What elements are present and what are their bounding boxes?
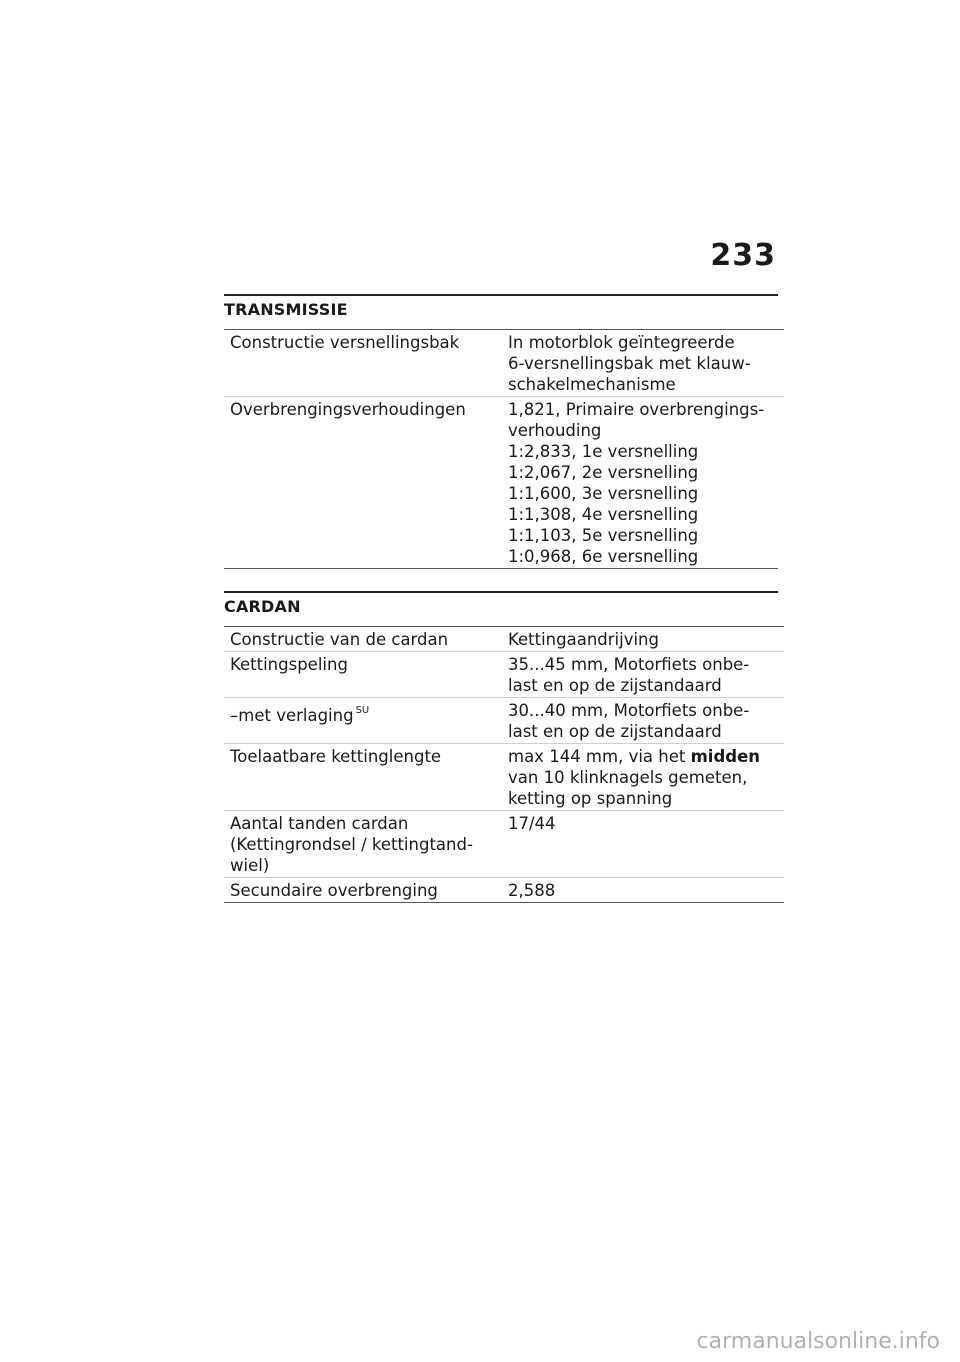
row-value [502,811,784,878]
cardan-table [224,626,784,903]
table-row [224,698,784,744]
superscript-code: SU [355,705,370,716]
row-label: Overbrengingsverhoudingen [224,397,502,569]
value-line: ketting op spanning [508,789,673,808]
section-title-cardan: CARDAN [224,597,301,616]
value-line: 30...40 mm, Motorfiets onbe- [508,701,750,720]
row-label-text: –met verlaging [230,706,354,725]
value-line: 1:1,308, 4e versnelling [508,505,699,524]
value-line: schakelmechanisme [508,375,676,394]
value-text: max 144 mm, via het [508,747,691,766]
value-line: verhouding [508,421,602,440]
value-line: 1:2,067, 2e versnelling [508,463,699,482]
row-value [502,330,784,397]
row-label [224,698,502,744]
label-line: (Kettingrondsel / kettingtand- [230,835,473,854]
row-value [502,627,784,652]
label-line: wiel) [230,856,270,875]
table-row [224,627,784,652]
value-line: 1,821, Primaire overbrengings- [508,400,765,419]
value-line: last en op de zijstandaard [508,722,722,741]
row-label: Toelaatbare kettinglengte [224,744,502,811]
watermark: carmanualsonline.info [696,1329,940,1354]
table-row [224,652,784,698]
value-line: 1:1,103, 5e versnelling [508,526,699,545]
section-cardan [224,591,778,903]
page-number: 233 [710,238,776,273]
value-emphasis: midden [690,747,761,766]
section-transmission [224,294,778,569]
row-label: Constructie versnellingsbak [224,330,502,397]
row-label: Constructie van de cardan [224,627,502,652]
value-line [508,746,778,767]
value-line: van 10 klinknagels gemeten, [508,768,748,787]
row-value [502,652,784,698]
row-value [502,744,784,811]
row-value [502,698,784,744]
row-label: Secundaire overbrenging [224,878,502,903]
transmission-table [224,329,784,568]
value-line: In motorblok geïntegreerde [508,333,735,352]
table-row [224,330,784,397]
value-line: 17/44 [508,814,556,833]
value-line: Kettingaandrijving [508,630,659,649]
table-row [224,397,784,569]
table-row [224,878,784,903]
row-value [502,397,784,569]
value-line: 1:1,600, 3e versnelling [508,484,699,503]
row-value [502,878,784,903]
table-bottom-rule [224,568,778,569]
table-row [224,744,784,811]
value-line: last en op de zijstandaard [508,676,722,695]
value-line: 1:2,833, 1e versnelling [508,442,699,461]
label-line: Aantal tanden cardan [230,814,409,833]
value-line: 1:0,968, 6e versnelling [508,547,699,566]
table-row [224,811,784,878]
section-title-transmission: TRANSMISSIE [224,300,348,319]
row-label [224,811,502,878]
row-label: Kettingspeling [224,652,502,698]
value-line: 35...45 mm, Motorfiets onbe- [508,655,750,674]
value-line: 2,588 [508,881,556,900]
value-line: 6-versnellingsbak met klauw- [508,354,751,373]
